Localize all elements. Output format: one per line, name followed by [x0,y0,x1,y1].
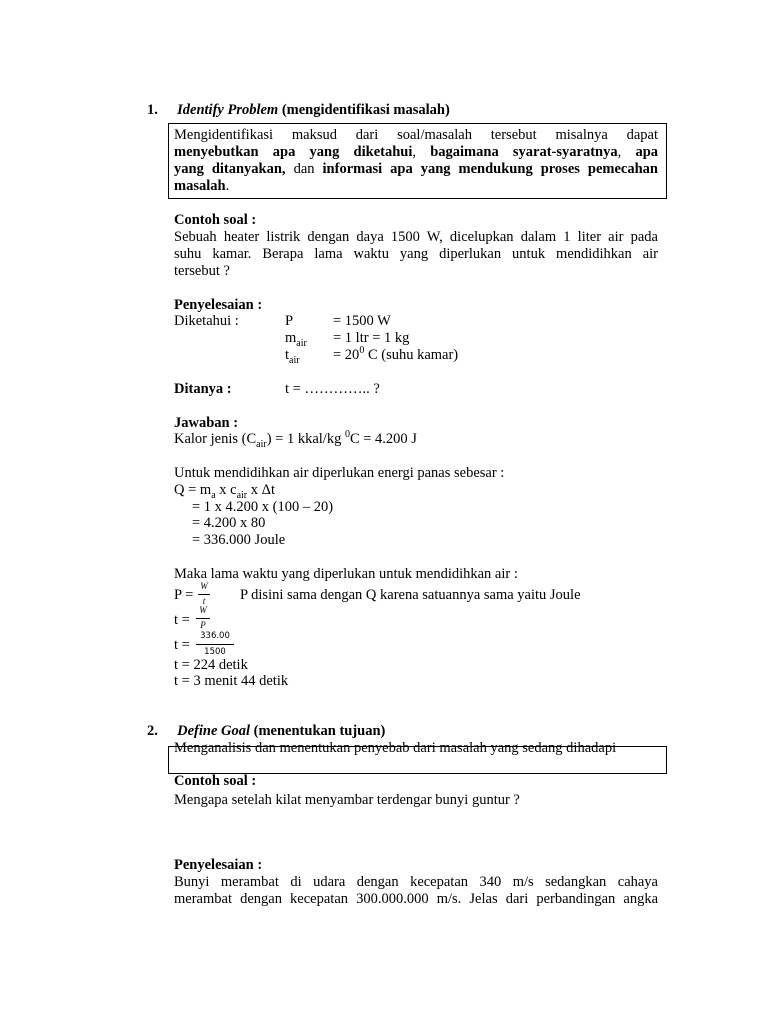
text-part: Kalor jenis (C [174,431,257,447]
comma: , [617,144,622,160]
penyelesaian-2-line-2: merambat dengan kecepatan 300.000.000 m/s. Jelas dari perbandingan angka [174,891,658,907]
subscript: air [236,489,248,501]
given-p-symbol: P [285,313,294,329]
definition-line-2 [174,144,658,161]
given-p-value: = 1500 W [333,313,391,329]
maka-line: Maka lama waktu yang diperlukan untuk mendidihkan air : [174,566,518,582]
symbol: m [285,330,297,346]
untuk-line: Untuk mendidihkan air diperlukan energi panas sebesar : [174,465,505,481]
subscript: air [296,337,307,349]
definition-line-4 [174,178,229,195]
bold-phrase: bagaimana syarat-syaratnya [430,144,618,160]
t-equals-2: t = [174,637,190,653]
soal-line-3: tersebut ? [174,263,230,279]
equation-q-line-4: = 336.000 Joule [192,532,286,548]
definition-line-1: Mengidentifikasi maksud dari soal/masalah tersebut misalnya dapat [174,127,658,143]
symbol: t [285,347,290,363]
section-title-rest: (menentukan tujuan) [253,723,386,739]
given-t-value [333,347,458,364]
fraction-3-denominator: 1500 [204,647,226,657]
given-t-symbol [285,347,300,364]
bold-phrase: informasi apa yang mendukung proses pemecahan [322,161,658,177]
text-part: C = 4.200 J [349,431,417,447]
definition-line-3 [174,161,658,178]
superscript: 0 [359,345,365,357]
contoh-soal-label-2: Contoh soal : [174,773,257,789]
jawaban-label: Jawaban : [174,415,239,431]
given-m-value: = 1 ltr = 1 kg [333,330,410,346]
given-m-symbol [285,330,307,347]
period: . [225,178,230,194]
fraction-1-bar [198,594,210,595]
section-title-italic: Define Goal [177,723,251,739]
ditanya-label: Ditanya : [174,381,232,397]
superscript: 0 [344,429,350,441]
penyelesaian-label: Penyelesaian : [174,297,263,313]
equation-q-line-1 [174,482,275,499]
fraction-1-numerator: W [200,581,208,591]
ditanya-value: t = ………….. ? [285,381,380,397]
equation-q-line-3: = 4.200 x 80 [192,515,266,531]
soal-2: Mengapa setelah kilat menyambar terdengar bunyi guntur ? [174,792,520,808]
bold-phrase: yang ditanyakan, [174,161,286,177]
section-number: 2. [147,723,158,739]
comma: , [412,144,417,160]
text-part: Q = m [174,482,212,498]
bold-phrase: apa [635,144,659,160]
diketahui-label: Diketahui : [174,313,239,329]
fraction-2-numerator: W [199,605,207,615]
fraction-2-denominator: P [200,620,206,630]
soal-line-1: Sebuah heater listrik dengan daya 1500 W, dicelupkan dalam 1 liter air pada [174,229,658,245]
kalor-jenis-line [174,431,417,448]
fraction-3-numerator: 336.00 [200,631,230,641]
text-part: ) = 1 kkal/kg [266,431,345,447]
goal-box-text: Menganalisis dan menentukan penyebab dari masalah yang sedang dihadapi [174,740,617,756]
plain-word: dan [293,161,315,177]
bold-phrase: masalah [174,178,226,194]
subscript: a [211,489,216,501]
fraction-3-bar [196,644,234,645]
penyelesaian-2-line-1: Bunyi merambat di udara dengan kecepatan 340 m/s sedangkan cahaya [174,874,658,890]
equation-q-line-2: = 1 x 4.200 x (100 – 20) [192,499,334,515]
fraction-2-bar [196,618,210,619]
section-1-heading [147,102,450,119]
contoh-soal-label: Contoh soal : [174,212,257,228]
subscript: air [256,438,267,450]
text-part: x Δt [247,482,275,498]
value-part: C (suhu kamar) [364,347,459,363]
penyelesaian-label-2: Penyelesaian : [174,857,263,873]
bold-phrase: menyebutkan apa yang diketahui [174,144,413,160]
section-2-heading [147,723,385,740]
t-equals-1: t = [174,612,190,628]
section-title-italic: Identify Problem [177,102,279,118]
subscript: air [289,354,300,366]
fraction-1-denominator: t [202,596,206,606]
soal-line-2: suhu kamar. Berapa lama waktu yang diperlukan untuk mendidihkan air [174,246,658,262]
section-title-rest: (mengidentifikasi masalah) [281,102,450,118]
t-result-2: t = 3 menit 44 detik [174,673,289,689]
text-part: x c [215,482,237,498]
p-equals: P = [174,587,194,603]
value-part: = 20 [333,347,360,363]
p-note: P disini sama dengan Q karena satuannya sama yaitu Joule [240,587,581,603]
section-number: 1. [147,102,158,118]
t-result-1: t = 224 detik [174,657,248,673]
